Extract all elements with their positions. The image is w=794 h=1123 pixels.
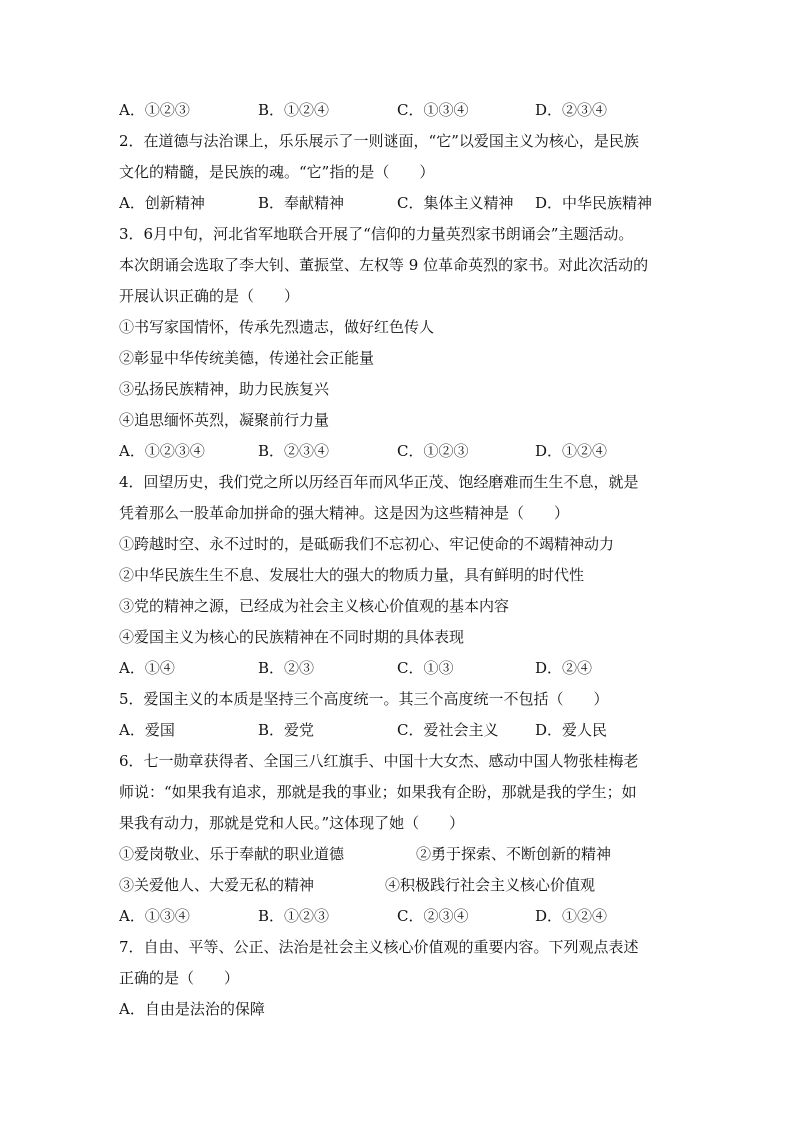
q2-option-b: B．奉献精神 — [258, 194, 345, 212]
q3-option-a: A．①②③④ — [119, 442, 205, 460]
q6-item-4: ④积极践行社会主义核心价值观 — [385, 876, 596, 894]
q3-stem-line-3: 开展认识正确的是（ ） — [119, 287, 300, 305]
q3-stem-line-2: 本次朗诵会选取了李大钊、董振堂、左权等 9 位革命英烈的家书。对此次活动的 — [119, 256, 649, 274]
q6-option-a: A．①③④ — [119, 907, 190, 925]
q7-stem-line-2: 正确的是（ ） — [119, 969, 240, 987]
q6-stem-line-2: 师说：“如果我有追求，那就是我的事业；如果我有企盼，那就是我的学生；如 — [119, 783, 637, 801]
q3-option-b: B．②③④ — [258, 442, 330, 460]
q1-option-d: D．②③④ — [535, 101, 608, 119]
q6-stem-line-3: 果我有动力，那就是党和人民。”这体现了她（ ） — [119, 814, 465, 832]
q4-option-a: A．①④ — [119, 659, 175, 677]
q6-item-3: ③关爱他人、大爱无私的精神 — [119, 876, 315, 894]
q4-options — [119, 653, 679, 684]
q4-stem-line-2: 凭着那么一股革命加拼命的强大精神。这是因为这些精神是（ ） — [119, 504, 570, 522]
q4-item-1: ①跨越时空、永不过时的，是砥砺我们不忘初心、牢记使命的不竭精神动力 — [119, 535, 615, 553]
q2-stem-line-2: 文化的精髓，是民族的魂。“它”指的是（ ） — [119, 163, 435, 181]
q6-option-c: C．②③④ — [397, 907, 469, 925]
q1-option-a: A．①②③ — [119, 101, 190, 119]
q3-item-3: ③弘扬民族精神，助力民族复兴 — [119, 380, 330, 398]
q5-options — [119, 715, 679, 746]
q1-option-b: B．①②④ — [258, 101, 330, 119]
q2-option-c: C．集体主义精神 — [397, 194, 514, 212]
q1-option-c: C．①③④ — [397, 101, 469, 119]
q6-item-1: ①爱岗敬业、乐于奉献的职业道德 — [119, 845, 345, 863]
q6-options — [119, 901, 679, 932]
q5-option-b: B．爱党 — [258, 721, 315, 739]
q5-stem-line-1: 5．爱国主义的本质是坚持三个高度统一。其三个高度统一不包括（ ） — [119, 690, 609, 708]
q3-item-4: ④追思缅怀英烈，凝聚前行力量 — [119, 411, 330, 429]
question-list — [119, 95, 679, 1025]
q3-stem-line-1: 3．6月中旬，河北省军地联合开展了“信仰的力量英烈家书朗诵会”主题活动。 — [119, 225, 634, 243]
q3-item-2: ②彰显中华传统美德，传递社会正能量 — [119, 349, 375, 367]
q7-option-a: A．自由是法治的保障 — [119, 1000, 265, 1018]
q1-options — [119, 95, 679, 126]
q3-option-c: C．①②③ — [397, 442, 469, 460]
q2-option-a: A．创新精神 — [119, 194, 205, 212]
q4-option-d: D．②④ — [535, 659, 593, 677]
q6-option-d: D．①②④ — [535, 907, 608, 925]
q3-options — [119, 436, 679, 467]
q5-option-c: C．爱社会主义 — [397, 721, 499, 739]
q6-items-row-2 — [119, 870, 679, 901]
q7-stem-line-1: 7．自由、平等、公正、法治是社会主义核心价值观的重要内容。下列观点表述 — [119, 938, 639, 956]
q4-item-3: ③党的精神之源，已经成为社会主义核心价值观的基本内容 — [119, 597, 510, 615]
q4-item-2: ②中华民族生生不息、发展壮大的强大的物质力量，具有鲜明的时代性 — [119, 566, 585, 584]
q4-option-b: B．②③ — [258, 659, 315, 677]
q6-option-b: B．①②③ — [258, 907, 330, 925]
q4-item-4: ④爱国主义为核心的民族精神在不同时期的具体表现 — [119, 628, 465, 646]
q2-stem-line-1: 2．在道德与法治课上，乐乐展示了一则谜面，“它”以爱国主义为核心，是民族 — [119, 132, 639, 150]
q4-stem-line-1: 4．回望历史，我们党之所以历经百年而风华正茂、饱经磨难而生生不息，就是 — [119, 473, 639, 491]
q6-items-row-1 — [119, 839, 679, 870]
q2-options — [119, 188, 679, 219]
q3-option-d: D．①②④ — [535, 442, 608, 460]
q2-option-d: D．中华民族精神 — [535, 194, 653, 212]
q4-option-c: C．①③ — [397, 659, 454, 677]
q5-option-d: D．爱人民 — [535, 721, 608, 739]
q6-item-2: ②勇于探索、不断创新的精神 — [416, 845, 612, 863]
q3-item-1: ①书写家国情怀，传承先烈遗志，做好红色传人 — [119, 318, 435, 336]
q6-stem-line-1: 6．七一勋章获得者、全国三八红旗手、中国十大女杰、感动中国人物张桂梅老 — [119, 752, 639, 770]
q5-option-a: A．爱国 — [119, 721, 175, 739]
